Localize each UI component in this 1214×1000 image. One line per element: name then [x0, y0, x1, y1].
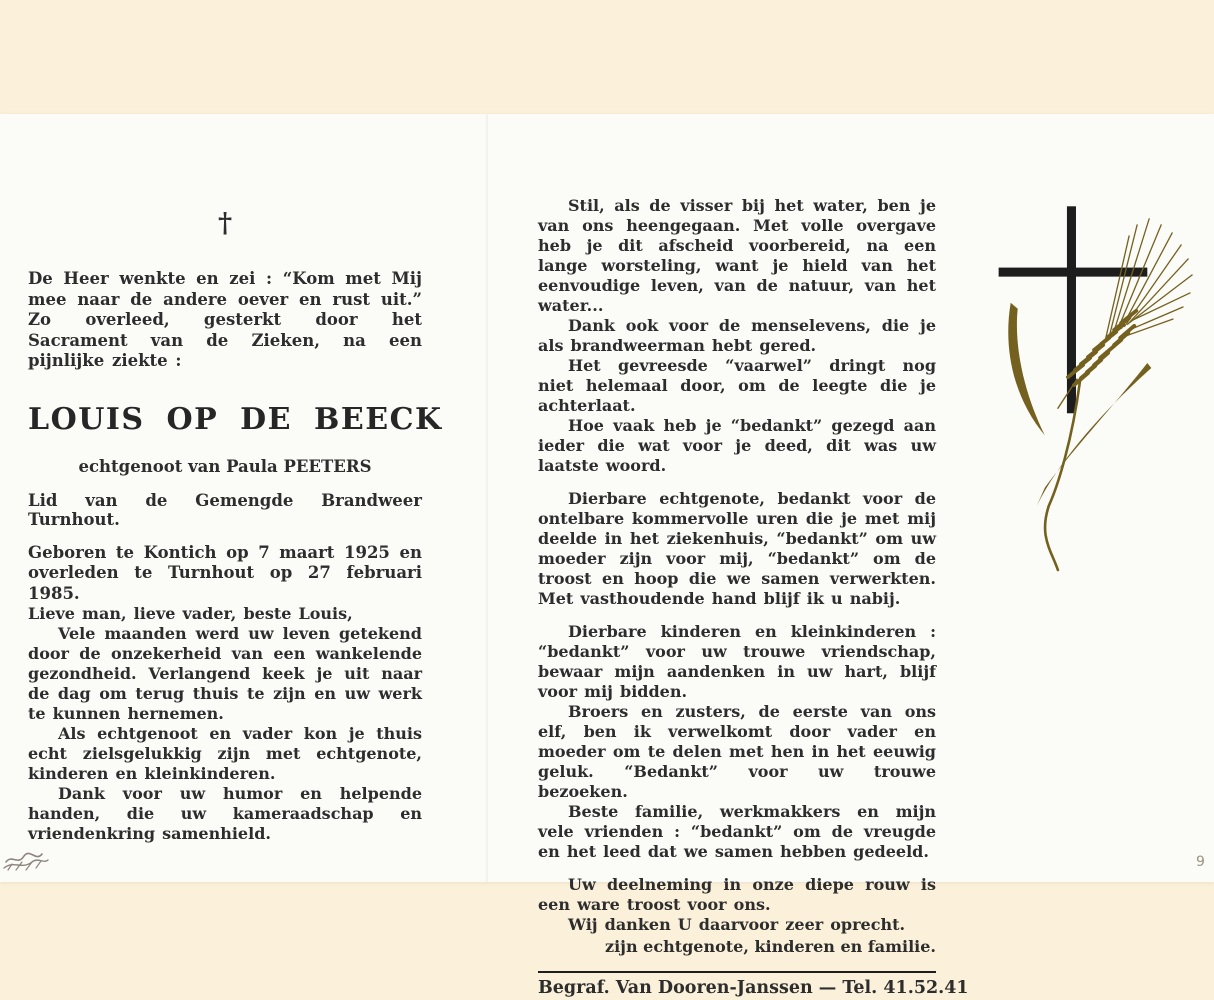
right-paragraph: Stil, als de visser bij het water, ben je van ons heengegaan. Met volle overgave heb je dit afscheid voorbereid, na een lange worsteling, want je hield van het eenvoudige leven, van de natuur, van het water...: [538, 196, 936, 315]
left-paragraph: Vele maanden werd uw leven getekend door de onzekerheid van een wankelende gezondheid. Verlangend keek je uit naar de dag om terug thuis te zijn en uw werk te kunnen hernemen.: [28, 624, 422, 723]
left-paragraph: Dank voor uw humor en helpende handen, die uw kameraadschap en vriendenkring samenhield.: [28, 784, 422, 843]
page-number: 9: [1196, 854, 1205, 870]
salutation-line: Lieve man, lieve vader, beste Louis,: [28, 604, 353, 623]
right-paragraph: Uw deelneming in onze diepe rouw is een ware troost voor ons.: [538, 875, 936, 914]
left-paragraph: Als echtgenoot en vader kon je thuis echt zielsgelukkig zijn met echtgenote, kinderen en kleinkinderen.: [28, 724, 422, 783]
deceased-name: LOUIS OP DE BEECK: [28, 401, 443, 437]
wheat-ear: [1068, 311, 1136, 385]
memorial-card: [0, 114, 1214, 998]
cross-and-wheat-illustration: [958, 140, 1200, 572]
undertaker-footer-line: Begraf. Van Dooren-Janssen — Tel. 41.52.41: [538, 971, 936, 998]
fold-crease: [486, 114, 488, 882]
spouse-line: echtgenoot van Paula PEETERS: [78, 456, 372, 476]
right-paragraph: Hoe vaak heb je “bedankt” gezegd aan ieder die wat voor je deed, dit was uw laatste woord.: [538, 416, 936, 475]
scan-smudge: [2, 840, 64, 882]
right-paragraph: Het gevreesde “vaarwel” dringt nog niet helemaal door, om de leegte die je achterlaat.: [538, 356, 936, 415]
wheat-stem: [1045, 379, 1080, 570]
wheat-awns: [1105, 218, 1192, 341]
right-paragraph: Dierbare echtgenote, bedankt voor de ontelbare kommervolle uren die je met mij deelde in het ziekenhuis, “bedankt” om uw moeder zijn voor mij, “bedankt” om de troost en hoop die we samen verwerkten. Met vasthoudende hand blijf ik u nabij.: [538, 489, 936, 608]
birth-death-line: Geboren te Kontich op 7 maart 1925 en overleden te Turnhout op 27 februari 1985.: [28, 542, 422, 603]
opening-verse: De Heer wenkte en zei : “Kom met Mij mee naar de andere oever en rust uit.” Zo overleed, gesterkt door het Sacrament van de Zieken, na een pijnlijke ziekte :: [28, 269, 422, 370]
left-panel: [28, 114, 443, 844]
signature-line: zijn echtgenote, kinderen en familie.: [604, 937, 936, 956]
dagger-cross-icon: †: [217, 208, 233, 239]
right-paragraph: Beste familie, werkmakkers en mijn vele vrienden : “bedankt” om de vreugde en het leed dat we samen hebben gedeeld.: [538, 802, 936, 861]
membership-line: Lid van de Gemengde Brandweer Turnhout.: [28, 490, 422, 529]
right-paragraph: Broers en zusters, de eerste van ons elf, ben ik verwelkomt door vader en moeder om te delen met hen in het eeuwig geluk. “Bedankt” voor uw trouwe bezoeken.: [538, 702, 936, 801]
right-paragraph: Dierbare kinderen en kleinkinderen : “bedankt” voor uw trouwe vriendschap, bewaar mijn aandenken in uw hart, blijf voor mij bidden.: [538, 622, 936, 701]
right-paragraph: Dank ook voor de menselevens, die je als brandweerman hebt gered.: [538, 316, 936, 355]
right-paragraph: Wij danken U daarvoor zeer oprecht.: [568, 915, 906, 934]
right-panel: [538, 114, 969, 998]
